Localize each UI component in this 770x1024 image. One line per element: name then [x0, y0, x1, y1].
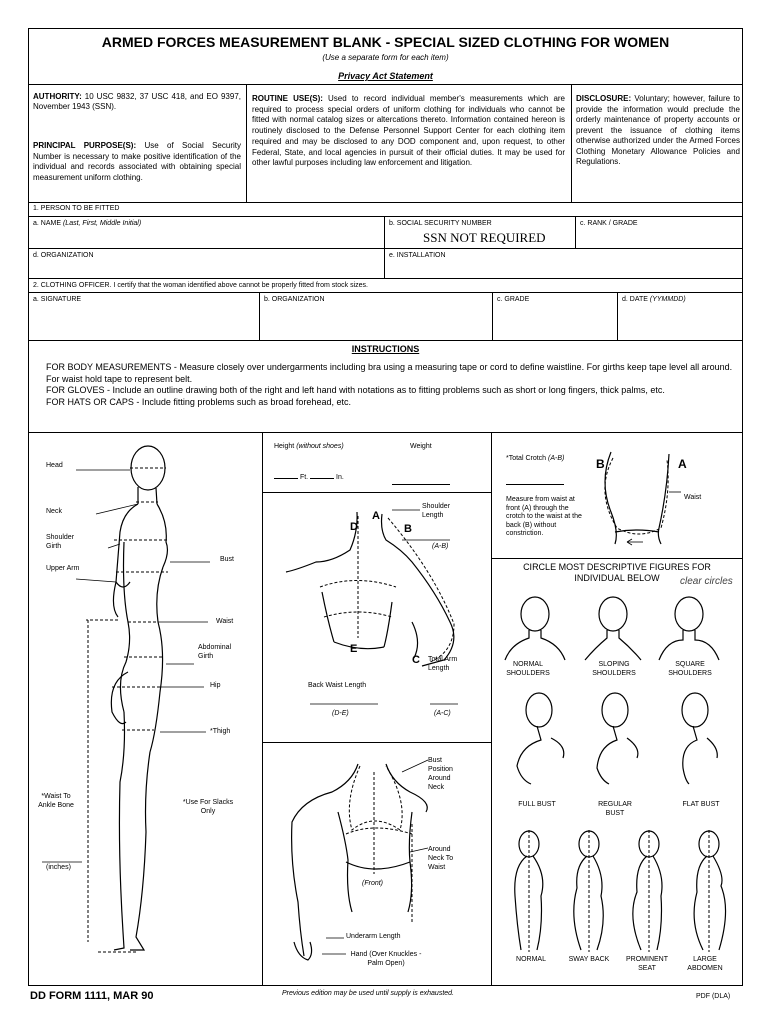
crotch-measurement-figure	[491, 432, 743, 558]
date-field[interactable]	[622, 306, 738, 336]
pdf-label: PDF (DLA)	[696, 993, 731, 1000]
weight-field[interactable]	[392, 484, 450, 485]
back-measurement-figure	[262, 492, 491, 742]
use-for-slacks-note: *Use For Slacks Only	[182, 799, 234, 815]
circle-figures-heading: CIRCLE MOST DESCRIPTIVE FIGURES FOR INDIVIDUAL BELOW	[523, 562, 711, 583]
height-field[interactable]: Ft. In.	[274, 474, 344, 481]
shoulder-figures	[491, 590, 743, 662]
date-label: d. DATE (YYMMDD)	[622, 296, 686, 303]
principal-purpose-block: PRINCIPAL PURPOSE(S): Use of Social Security Number is necessary to make positive identification of the individual and records associated with obtaining special measurement uniform clothing.	[33, 141, 241, 182]
de-label: (D-E)	[332, 710, 349, 717]
bust-position-label: Bust Position Around Neck	[428, 757, 453, 791]
hand-label: Hand (Over Knuckles - Palm Open)	[350, 951, 422, 967]
rank-field[interactable]	[580, 230, 738, 246]
thigh-label: *Thigh	[210, 728, 231, 735]
figure-square-shoulders[interactable]: SQUARE SHOULDERS	[668, 661, 712, 677]
disclosure-block: DISCLOSURE: Voluntary; however, failure to provide the information would preclude the orderly maintenance of property accounts or prevent the issuance of clothing items otherwise authorized under the Armed Forces Clothing Monetary Allowance Policies and Regulations.	[576, 94, 740, 166]
shoulder-length-label: Shoulder Length	[422, 503, 451, 519]
waist-to-ankle-label: *Waist To Ankle Bone	[38, 793, 74, 809]
body-measurement-figure	[28, 432, 262, 986]
underarm-length-label: Underarm Length	[346, 933, 401, 940]
head-label: Head	[46, 462, 63, 469]
around-neck-label: Around Neck To Waist	[428, 846, 454, 871]
total-crotch-label: *Total Crotch (A-B)	[506, 455, 565, 462]
point-c: C	[412, 654, 420, 666]
inches-label: (inches)	[46, 864, 71, 871]
point-d: D	[350, 521, 358, 533]
point-b-back: B	[404, 523, 412, 535]
grade-label: c. GRADE	[497, 296, 530, 303]
figure-sloping-shoulders[interactable]: SLOPING SHOULDERS	[592, 661, 636, 677]
back-waist-length-label: Back Waist Length	[308, 682, 367, 689]
clear-circles-button[interactable]: clear circles	[680, 576, 733, 587]
name-label: a. NAME (Last, First, Middle Initial)	[33, 220, 142, 227]
signature-field[interactable]	[34, 306, 254, 336]
installation-field[interactable]	[389, 262, 737, 276]
figure-large-abdomen[interactable]: LARGE ABDOMEN	[687, 956, 723, 972]
section2-heading: 2. CLOTHING OFFICER. I certify that the woman identified above cannot be properly fitted from stock sizes.	[33, 282, 368, 289]
privacy-act-title: Privacy Act Statement	[338, 71, 433, 81]
weight-label: Weight	[410, 443, 432, 450]
edition-note: Previous edition may be used until supply is exhausted.	[282, 990, 454, 997]
point-e: E	[350, 643, 358, 655]
waist-label: Waist	[216, 618, 234, 625]
routine-uses-block: ROUTINE USE(S): Used to record individual member's measurements which are required to process special orders of uniform clothing for individuals who cannot be fitted with normal catalog sizes or altercations thereto. Information contained hereon is routinely disclosed to the Defense Personnel Support Center for each clothing item required and may be disclosed to any DOD component and, upon request, to other Federal, State, and local agencies in pursuit of their official duties. It may be used for other lawful purposes including law enforcement and litigation.	[252, 94, 566, 168]
hip-label: Hip	[210, 682, 221, 689]
rank-label: c. RANK / GRADE	[580, 220, 638, 227]
organization-field[interactable]	[34, 262, 379, 276]
crotch-point-a: A	[678, 457, 687, 471]
name-field[interactable]	[34, 230, 379, 246]
signature-label: a. SIGNATURE	[33, 296, 82, 303]
bust-label: Bust	[220, 556, 235, 563]
crotch-waist-label: Waist	[684, 494, 702, 501]
ab-label: (A-B)	[432, 543, 449, 550]
figure-regular-bust[interactable]: REGULAR BUST	[598, 801, 632, 817]
figure-flat-bust[interactable]: FLAT BUST	[682, 801, 720, 808]
instructions-text: FOR BODY MEASUREMENTS - Measure closely over undergarments including bra using a measuring tape or cord to define waistline. For girths keep tape level all around. For waist hold tape to represent belt. FOR GLOVES - Include an outline drawing both of the right and left hand with notations as to fitting problems such as short or long fingers, thick palms, etc. FOR HATS OR CAPS - Include fitting problems such as broad forehead, etc.	[46, 362, 733, 407]
form-title: ARMED FORCES MEASUREMENT BLANK - SPECIAL SIZED CLOTHING FOR WOMEN	[101, 34, 670, 50]
organization-label: d. ORGANIZATION	[33, 252, 94, 259]
figure-prominent-seat[interactable]: PROMINENT SEAT	[626, 956, 668, 972]
height-label: Height (without shoes)	[274, 443, 344, 450]
crotch-description: Measure from waist at front (A) through the crotch to the waist at the back (B) without constriction.	[506, 496, 582, 537]
upper-arm-label: Upper Arm	[46, 565, 80, 572]
bust-figures	[491, 688, 743, 798]
figure-sway-back[interactable]: SWAY BACK	[568, 956, 610, 963]
point-a-back: A	[372, 510, 380, 522]
posture-figures	[491, 826, 743, 954]
front-label: (Front)	[362, 880, 383, 887]
figure-normal-posture[interactable]: NORMAL	[516, 956, 546, 963]
officer-organization-field[interactable]	[264, 306, 488, 336]
installation-label: e. INSTALLATION	[389, 252, 446, 259]
ssn-label: b. SOCIAL SECURITY NUMBER	[389, 220, 492, 227]
section1-heading: 1. PERSON TO BE FITTED	[33, 205, 120, 212]
authority-block: AUTHORITY: 10 USC 9832, 37 USC 418, and EO 9397, November 1943 (SSN).	[33, 92, 242, 111]
form-id: DD FORM 1111, MAR 90	[30, 990, 154, 1002]
ac-label: (A-C)	[434, 710, 451, 717]
ssn-field[interactable]: SSN NOT REQUIRED	[423, 230, 546, 245]
shoulder-girth-label: Shoulder Girth	[46, 534, 75, 550]
officer-organization-label: b. ORGANIZATION	[264, 296, 325, 303]
neck-label: Neck	[46, 508, 62, 515]
figure-normal-shoulders[interactable]: NORMAL SHOULDERS	[506, 661, 550, 677]
total-arm-length-label: Total Arm Length	[428, 656, 458, 672]
instructions-heading: INSTRUCTIONS	[351, 344, 420, 354]
form-subtitle: (Use a separate form for each item)	[322, 53, 449, 62]
crotch-point-b: B	[596, 457, 605, 471]
figure-full-bust[interactable]: FULL BUST	[518, 801, 556, 808]
grade-field[interactable]	[497, 306, 613, 336]
abdominal-girth-label: Abdominal Girth	[198, 644, 232, 660]
